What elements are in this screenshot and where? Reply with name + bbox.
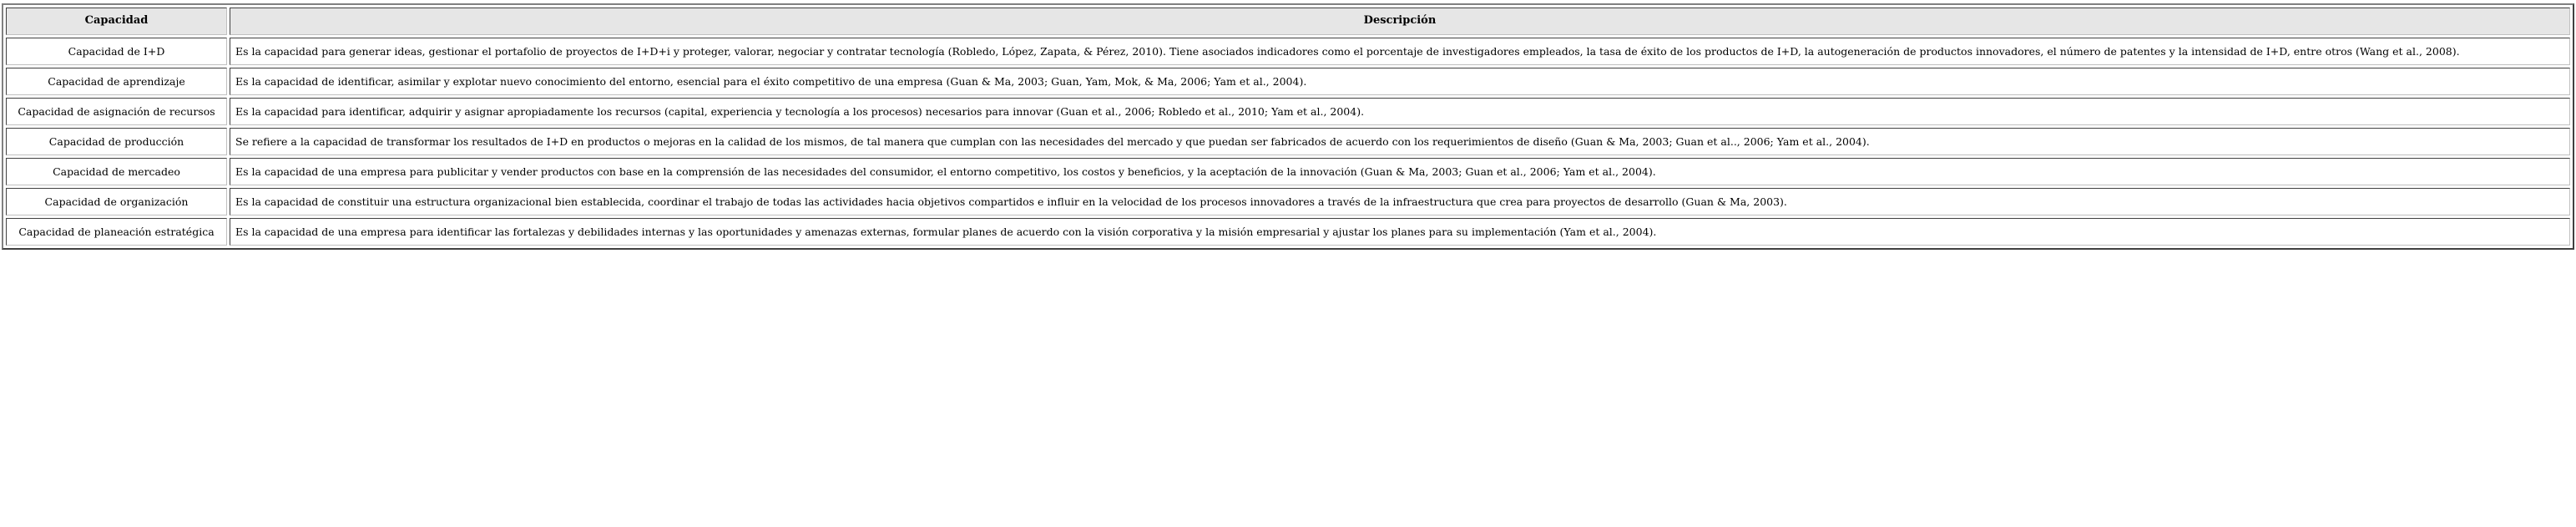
capacidad-cell: Capacidad de I+D [6, 38, 227, 65]
table-row [6, 68, 2570, 95]
descripcion-cell: Es la capacidad para identificar, adquirir y asignar apropiadamente los recursos (capital, experiencia y tecnología a los procesos) necesarios para innovar (Guan et al., 2006; Robledo et al., 2010; Yam et al., 2004). [230, 98, 2570, 125]
table-row [6, 158, 2570, 185]
column-header-capacidad: Capacidad [6, 8, 227, 35]
descripcion-cell: Es la capacidad de constituir una estructura organizacional bien establecida, coordinar el trabajo de todas las actividades hacia objetivos compartidos e influir en la velocidad de los procesos innovadores a través de la infraestructura que crea para proyectos de desarrollo (Guan & Ma, 2003). [230, 188, 2570, 215]
table-row [6, 188, 2570, 215]
descripcion-cell: Se refiere a la capacidad de transformar los resultados de I+D en productos o mejoras en la calidad de los mismos, de tal manera que cumplan con las necesidades del mercado y que puedan ser fabricados de acuerdo con los requerimientos de diseño (Guan & Ma, 2003; Guan et al.., 2006; Yam et al., 2004). [230, 128, 2570, 155]
capacidad-cell: Capacidad de organización [6, 188, 227, 215]
table-row [6, 218, 2570, 246]
table-row [6, 128, 2570, 155]
capacidad-cell: Capacidad de asignación de recursos [6, 98, 227, 125]
column-header-descripcion: Descripción [230, 8, 2570, 35]
descripcion-cell: Es la capacidad de una empresa para identificar las fortalezas y debilidades internas y las oportunidades y amenazas externas, formular planes de acuerdo con la visión corporativa y la misión empresarial y ajustar los planes para su implementación (Yam et al., 2004). [230, 218, 2570, 246]
table-row [6, 38, 2570, 65]
descripcion-cell: Es la capacidad para generar ideas, gestionar el portafolio de proyectos de I+D+i y proteger, valorar, negociar y contratar tecnología (Robledo, López, Zapata, & Pérez, 2010). Tiene asociados indicadores como el porcentaje de investigadores empleados, la tasa de éxito de los productos de I+D, la autogeneración de productos innovadores, el número de patentes y la intensidad de I+D, entre otros (Wang et al., 2008). [230, 38, 2570, 65]
capacidad-cell: Capacidad de aprendizaje [6, 68, 227, 95]
capabilities-table [2, 3, 2574, 250]
capacidad-cell: Capacidad de producción [6, 128, 227, 155]
header-row [6, 8, 2570, 35]
capacidad-cell: Capacidad de planeación estratégica [6, 218, 227, 246]
capacidad-cell: Capacidad de mercadeo [6, 158, 227, 185]
descripcion-cell: Es la capacidad de una empresa para publicitar y vender productos con base en la comprensión de las necesidades del consumidor, el entorno competitivo, los costos y beneficios, y la aceptación de la innovación (Guan & Ma, 2003; Guan et al., 2006; Yam et al., 2004). [230, 158, 2570, 185]
table-row [6, 98, 2570, 125]
descripcion-cell: Es la capacidad de identificar, asimilar y explotar nuevo conocimiento del entorno, esencial para el éxito competitivo de una empresa (Guan & Ma, 2003; Guan, Yam, Mok, & Ma, 2006; Yam et al., 2004). [230, 68, 2570, 95]
table-wrapper [2, 3, 2574, 250]
